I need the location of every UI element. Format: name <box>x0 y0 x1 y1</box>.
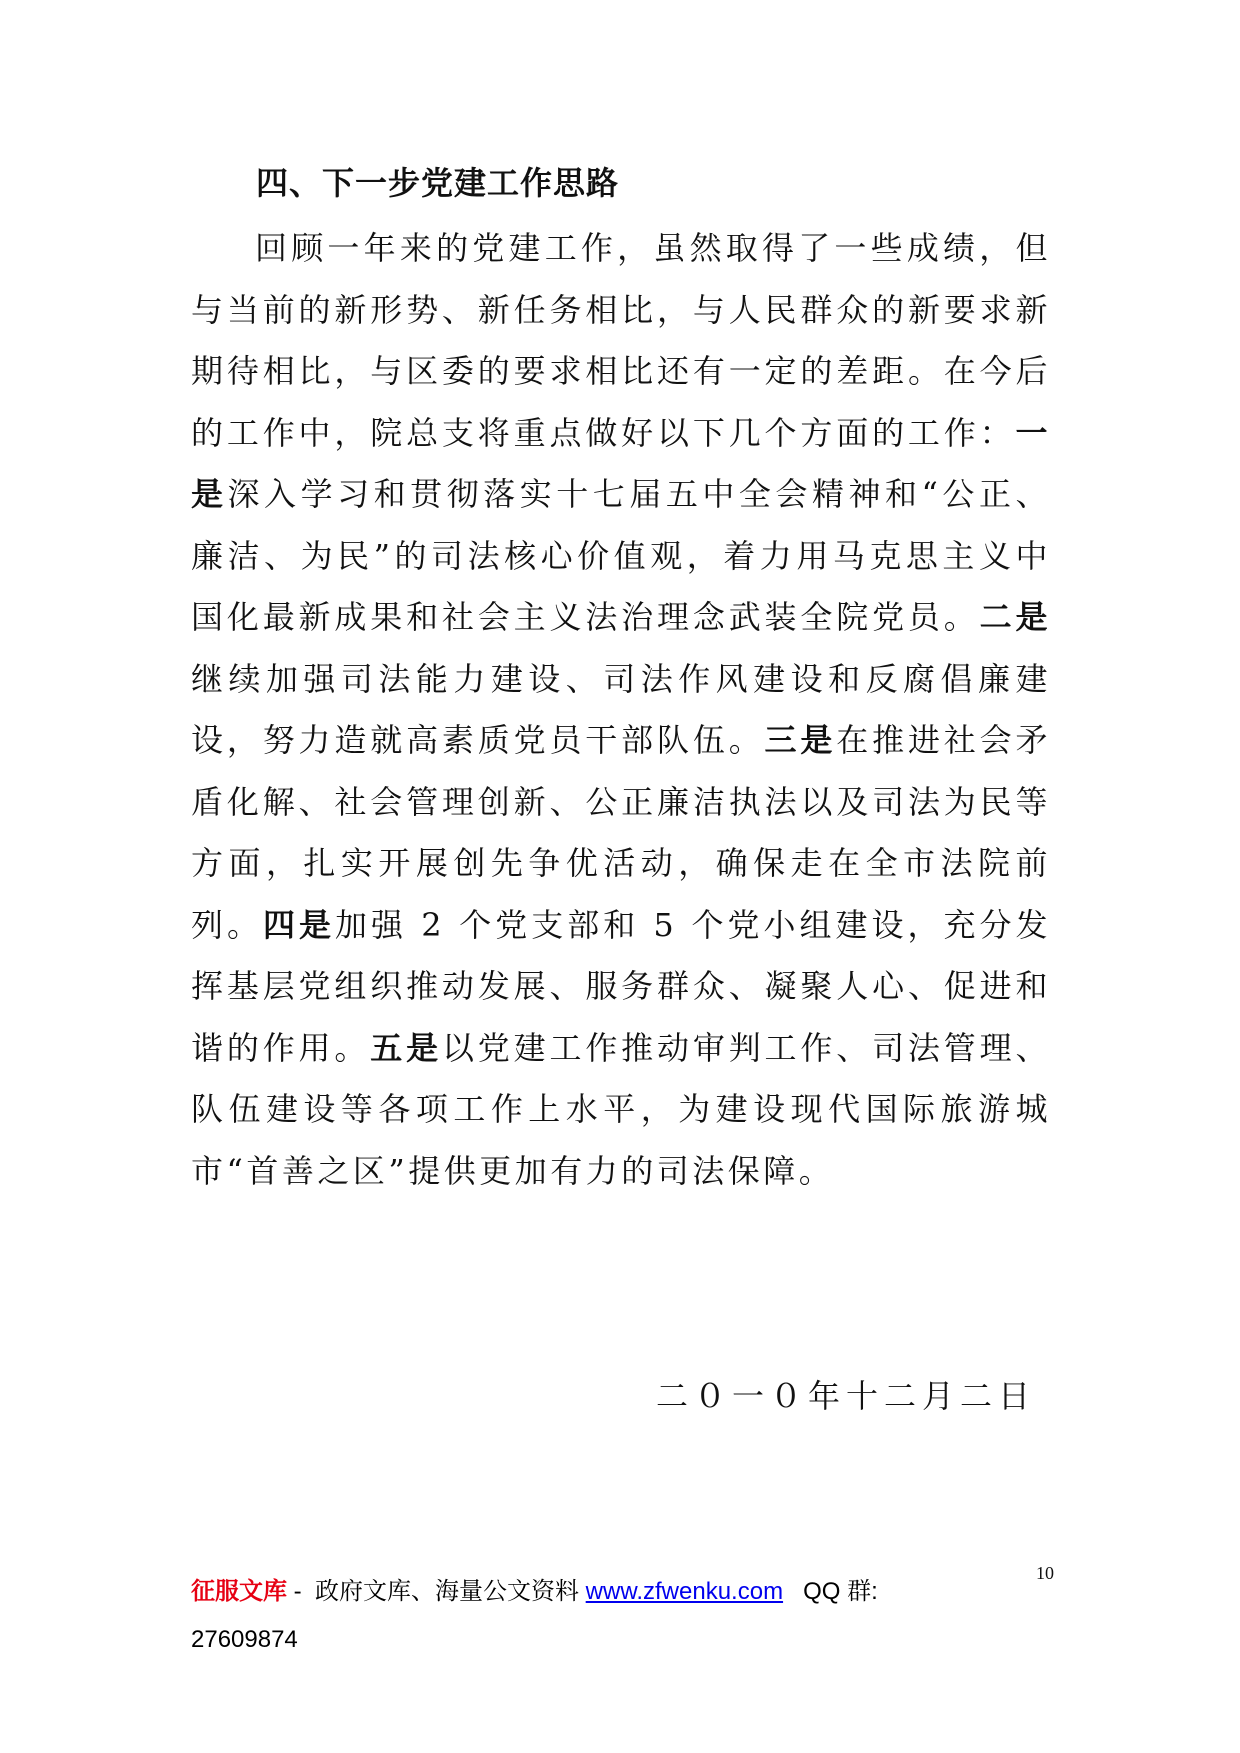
footer-url-link[interactable]: www.zfwenku.com <box>585 1578 784 1605</box>
footer-qq-number: 27609874 <box>191 1626 298 1653</box>
signature-date: 二０一０年十二月二日 <box>655 1377 1036 1415</box>
paragraph-text: 深入学习和贯彻落实十七届五中全会精神和“公正、廉洁、为民”的司法核心价值观，着力用马克思主义中国化最新成果和社会主义法治理念武装全院党员。 <box>191 475 1051 636</box>
paragraph-text: 以党建工作推动审判工作、司法管理、队伍建设等各项工作上水平，为建设现代国际旅游城市“首善之区”提供更加有力的司法保障。 <box>191 1028 1051 1190</box>
section-heading: 四、下一步党建工作思路 <box>256 164 620 202</box>
paragraph-text: 加强 2 个党支部和 5 个党小组建设，充分发挥基层党组织推动发展、服务群众、凝聚人心、促进和谐的作用。 <box>191 905 1051 1067</box>
point-marker-1: 一是 <box>191 413 1051 513</box>
footer-separator: - <box>287 1578 309 1605</box>
footer-qq-label: QQ 群: <box>803 1578 878 1605</box>
footer-line-1 <box>191 1568 991 1616</box>
paragraph-text: 回顾一年来的党建工作，虽然取得了一些成绩，但与当前的新形势、新任务相比，与人民群众的新要求新期待相比，与区委的要求相比还有一定的差距。在今后的工作中，院总支将重点做好以下几个方面的工作： <box>191 229 1051 452</box>
body-paragraph <box>191 218 1051 1202</box>
point-marker-4: 四是 <box>263 905 336 944</box>
footer <box>191 1568 991 1664</box>
point-marker-3: 三是 <box>764 721 837 759</box>
point-marker-5: 五是 <box>370 1028 442 1067</box>
page-number: 10 <box>1036 1563 1054 1583</box>
paragraph-text: 继续加强司法能力建设、司法作风建设和反腐倡廉建设，努力造就高素质党员干部队伍。 <box>191 659 1051 759</box>
point-marker-2: 二是 <box>979 598 1051 636</box>
footer-tagline: 政府文库、海量公文资料 <box>315 1578 579 1605</box>
paragraph-text: 在推进社会矛盾化解、社会管理创新、公正廉洁执法以及司法为民等方面，扎实开展创先争优活动，确保走在全市法院前列。 <box>191 721 1051 944</box>
footer-brand: 征服文库 <box>191 1578 287 1605</box>
